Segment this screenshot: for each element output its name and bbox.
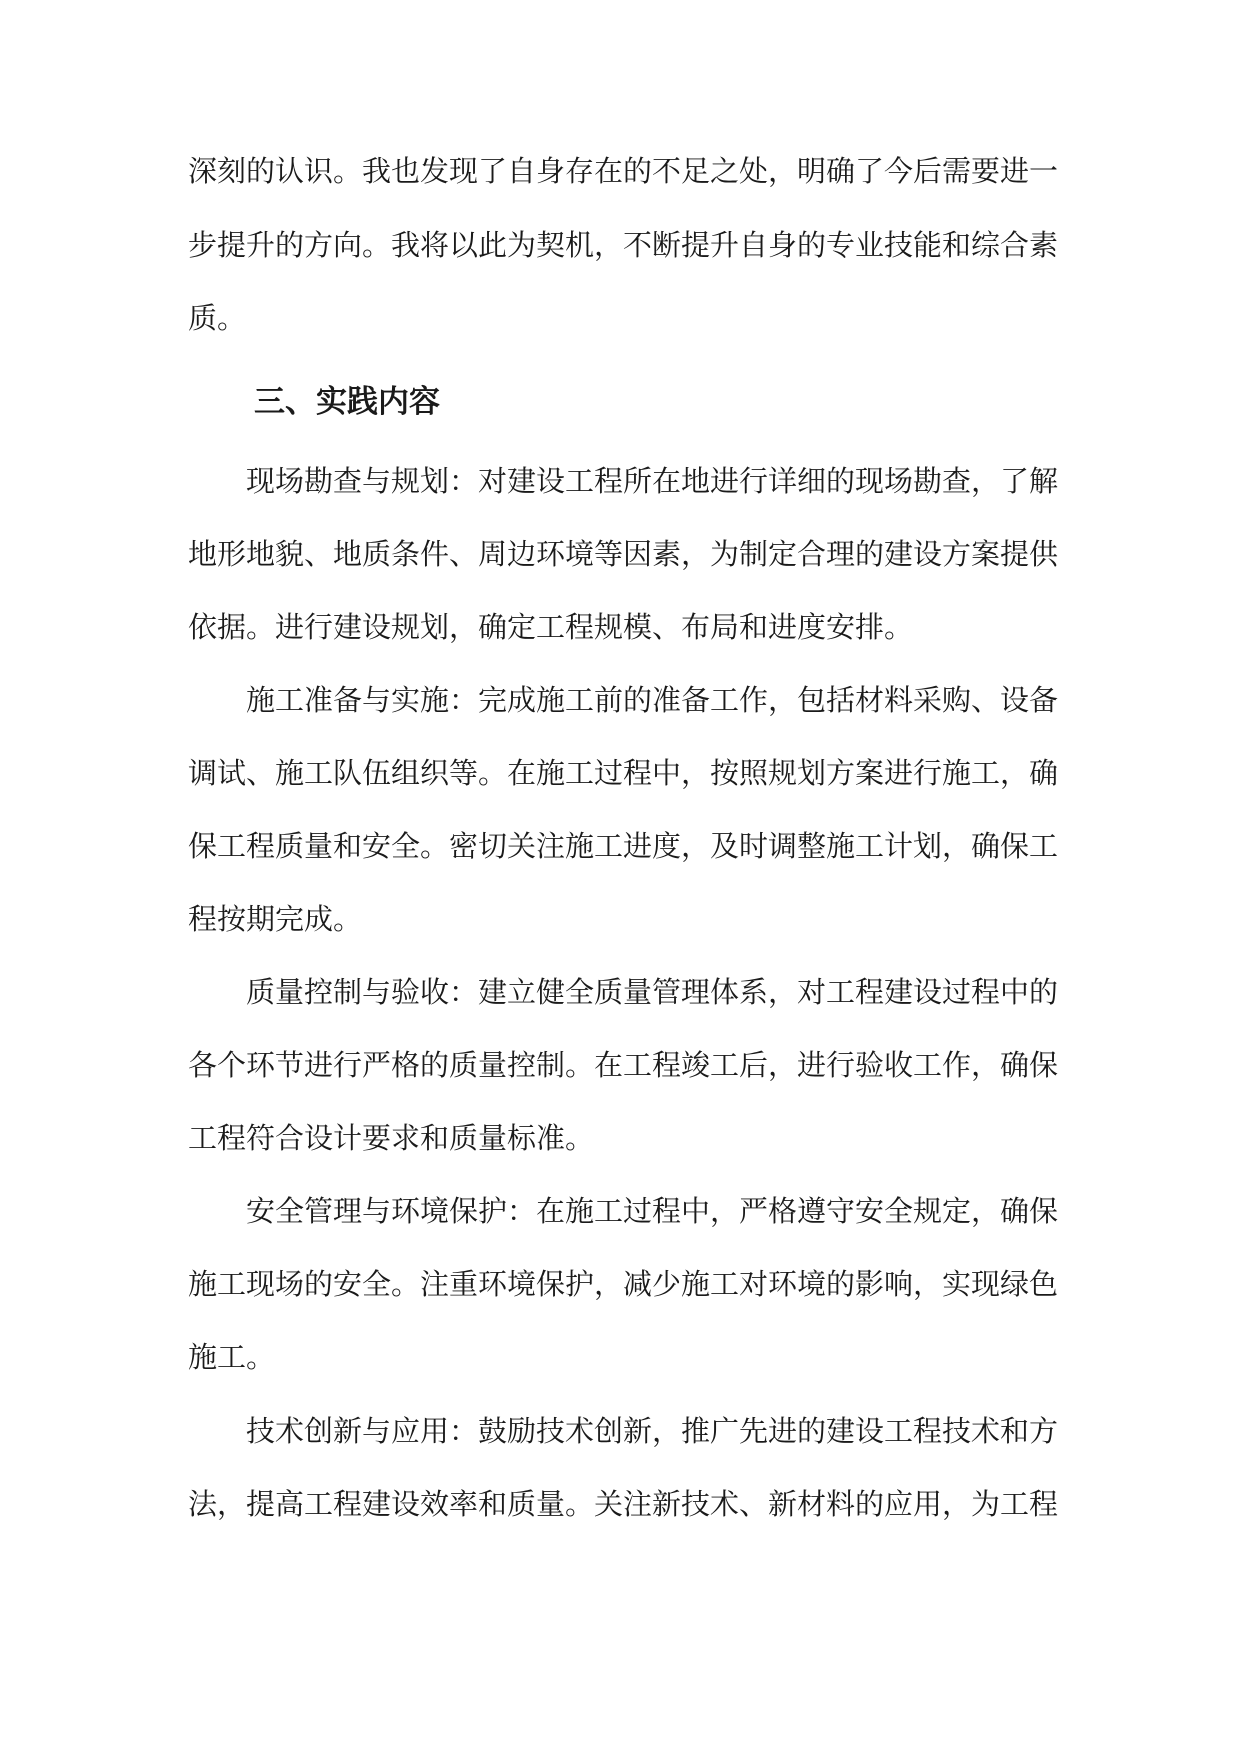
paragraph-line: 法，提高工程建设效率和质量。关注新技术、新材料的应用，为工程 [188,1487,1059,1521]
paragraph-line: 现场勘查与规划：对建设工程所在地进行详细的现场勘查，了解 [246,464,1059,498]
paragraph-line: 安全管理与环境保护：在施工过程中，严格遵守安全规定，确保 [246,1194,1059,1228]
intro-line: 质。 [188,301,247,335]
paragraph-line: 施工准备与实施：完成施工前的准备工作，包括材料采购、设备 [246,683,1059,717]
paragraph-line: 保工程质量和安全。密切关注施工进度，及时调整施工计划，确保工 [188,829,1059,863]
paragraph-line: 施工。 [188,1340,276,1374]
paragraph-line: 调试、施工队伍组织等。在施工过程中，按照规划方案进行施工，确 [188,756,1059,790]
paragraph-line: 依据。进行建设规划，确定工程规模、布局和进度安排。 [188,610,914,644]
paragraph-line: 地形地貌、地质条件、周边环境等因素，为制定合理的建设方案提供 [188,537,1059,571]
paragraph-line: 质量控制与验收：建立健全质量管理体系，对工程建设过程中的 [246,975,1059,1009]
paragraph-line: 工程符合设计要求和质量标准。 [188,1121,595,1155]
paragraph-line: 施工现场的安全。注重环境保护，减少施工对环境的影响，实现绿色 [188,1267,1059,1301]
section-heading: 三、实践内容 [254,384,440,420]
intro-line: 步提升的方向。我将以此为契机，不断提升自身的专业技能和综合素 [188,228,1059,262]
paragraph-line: 各个环节进行严格的质量控制。在工程竣工后，进行验收工作，确保 [188,1048,1059,1082]
paragraph-line: 技术创新与应用：鼓励技术创新，推广先进的建设工程技术和方 [246,1414,1059,1448]
paragraph-line: 程按期完成。 [188,902,363,936]
intro-line: 深刻的认识。我也发现了自身存在的不足之处，明确了今后需要进一 [188,154,1059,188]
